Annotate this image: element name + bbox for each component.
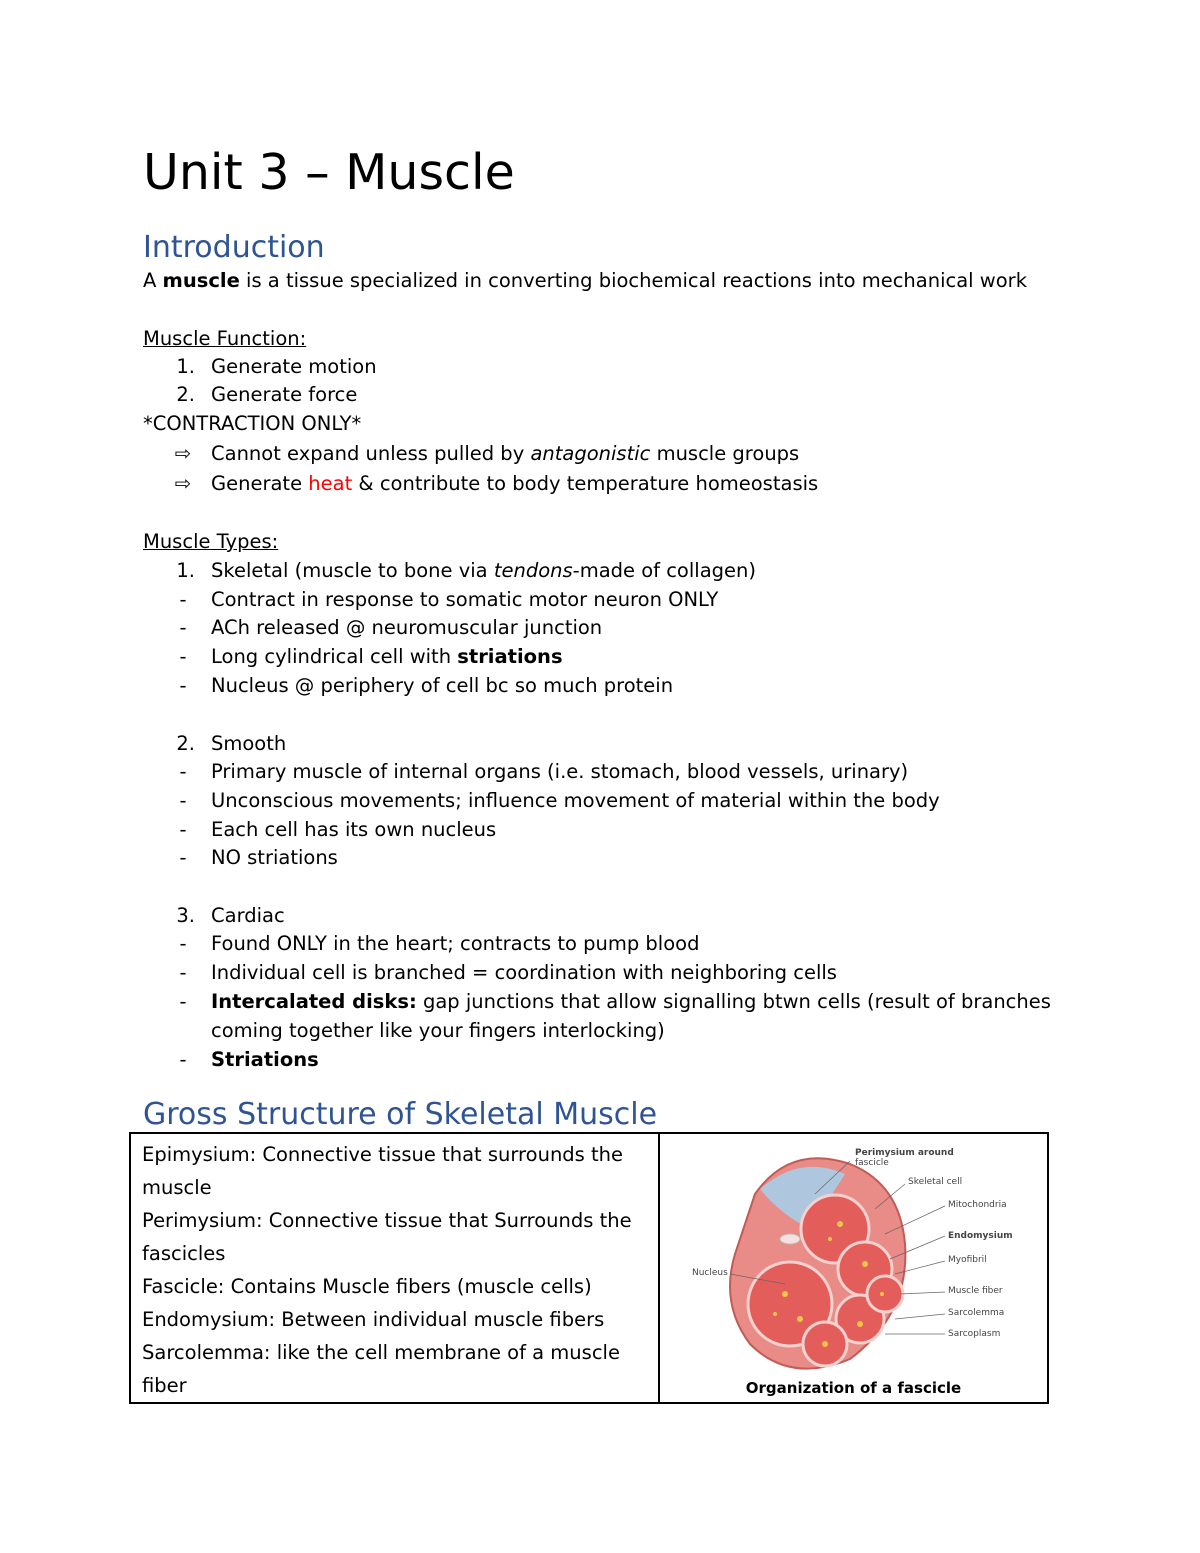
definitions-cell xyxy=(130,1133,659,1403)
figure-cell xyxy=(659,1133,1048,1403)
list-item: - Unconscious movements; influence movement of material within the body xyxy=(179,789,940,812)
list-item: - Each cell has its own nucleus xyxy=(179,818,497,841)
label-muscle-fiber: Muscle fiber xyxy=(948,1286,1003,1296)
list-item: - NO striations xyxy=(179,846,338,869)
list-item: 1. Skeletal (muscle to bone via tendons-made of collagen) xyxy=(143,557,943,587)
list-text: Skeletal (muscle to bone via tendons-made of collagen) xyxy=(211,559,756,582)
list-item: - Striations xyxy=(179,1048,319,1071)
label-nucleus: Nucleus xyxy=(692,1268,728,1278)
definition-item: Endomysium: Between individual muscle fibers xyxy=(142,1308,605,1331)
label-myofibril: Myofibril xyxy=(948,1255,987,1265)
list-number: 2. xyxy=(176,383,195,406)
list-item: - Primary muscle of internal organs (i.e. stomach, blood vessels, urinary) xyxy=(179,760,909,783)
list-item: - Contract in response to somatic motor neuron ONLY xyxy=(179,588,719,611)
list-item: - Long cylindrical cell with striations xyxy=(143,643,943,673)
muscle-types-heading: Muscle Types: xyxy=(143,530,279,553)
list-item: - Nucleus @ periphery of cell bc so much protein xyxy=(179,674,674,697)
list-text: Intercalated disks: gap junctions that allow signalling btwn cells (result of branches xyxy=(211,990,1051,1013)
definition-term: muscle xyxy=(162,269,240,292)
definition-text: A xyxy=(143,269,163,292)
list-text: Generate force xyxy=(211,383,358,406)
label-endomysium: Endomysium xyxy=(948,1231,1013,1241)
label-sarcoplasm: Sarcoplasm xyxy=(948,1329,1001,1339)
label-sarcolemma: Sarcolemma xyxy=(948,1308,1005,1318)
list-item: - Found ONLY in the heart; contracts to pump blood xyxy=(179,932,700,955)
contraction-note: *CONTRACTION ONLY* xyxy=(143,412,362,435)
list-item xyxy=(143,353,743,383)
list-item: 3. Cardiac xyxy=(176,904,285,927)
list-text: Long cylindrical cell with striations xyxy=(211,645,563,668)
definition-item: Fascicle: Contains Muscle fibers (muscle cells) xyxy=(142,1275,592,1298)
list-item xyxy=(143,440,943,470)
gross-structure-table xyxy=(129,1132,1049,1404)
label-perimysium: Perimysium around xyxy=(855,1148,954,1158)
list-item: - Intercalated disks: gap junctions that allow signalling btwn cells (result of branches coming together like your fingers interlocking) xyxy=(179,990,1051,1042)
muscle-function-heading: Muscle Function: xyxy=(143,327,307,350)
list-item: - Individual cell is branched = coordination with neighboring cells xyxy=(179,961,837,984)
section-heading-gross-structure: Gross Structure of Skeletal Muscle xyxy=(143,1097,658,1132)
list-text: Cannot expand unless pulled by antagonistic muscle groups xyxy=(211,442,800,465)
label-skeletal-cell: Skeletal cell xyxy=(908,1177,963,1187)
label-mitochondria: Mitochondria xyxy=(948,1200,1007,1210)
list-item xyxy=(143,470,943,500)
definition-item: Sarcolemma: like the cell membrane of a muscle fiber xyxy=(142,1341,620,1397)
definition-text: is a tissue specialized in converting biochemical reactions into mechanical work xyxy=(239,269,1027,292)
list-item: 2. Smooth xyxy=(176,732,287,755)
list-item xyxy=(143,381,743,411)
list-item: - ACh released @ neuromuscular junction xyxy=(179,616,603,639)
page-title: Unit 3 – Muscle xyxy=(143,144,515,201)
muscle-definition xyxy=(143,267,1027,295)
arrow-icon: ⇨ xyxy=(174,442,192,465)
arrow-icon: ⇨ xyxy=(174,472,192,495)
list-text: Generate motion xyxy=(211,355,377,378)
figure-caption: Organization of a fascicle xyxy=(745,1379,962,1397)
definition-item: Epimysium: Connective tissue that surrounds the muscle xyxy=(142,1143,624,1199)
section-heading-introduction: Introduction xyxy=(143,230,325,265)
list-number: 1. xyxy=(176,355,195,378)
label-fascicle: fascicle xyxy=(855,1158,889,1168)
list-text: Generate heat & contribute to body temperature homeostasis xyxy=(211,472,819,495)
definition-item: Perimysium: Connective tissue that Surrounds the fascicles xyxy=(142,1209,632,1265)
